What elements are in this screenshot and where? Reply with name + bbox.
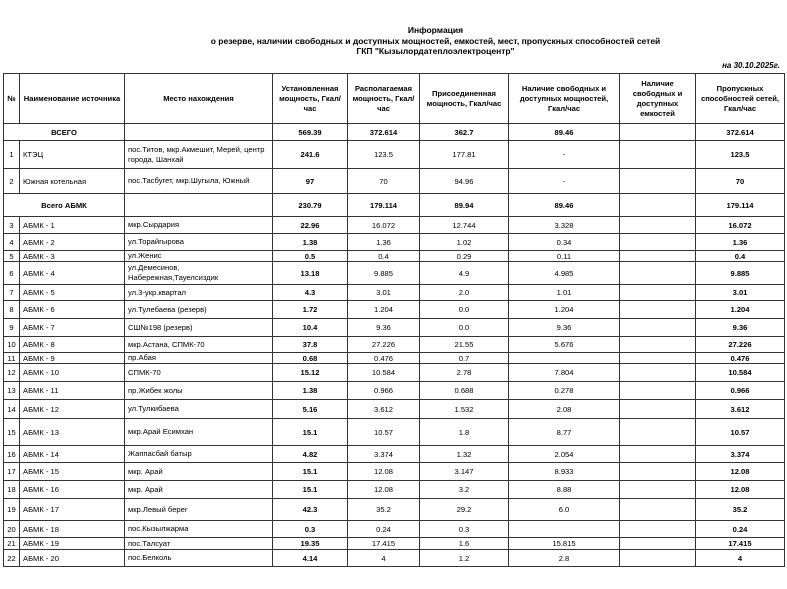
table-row (4, 419, 785, 446)
table-row (4, 337, 785, 353)
cell-installed: 0.3 (273, 521, 348, 538)
source-name: АБМК - 20 (20, 550, 125, 567)
cell-capacity (620, 262, 696, 285)
table-row (4, 481, 785, 499)
row-number: 2 (4, 169, 20, 194)
cell-free: 8.88 (509, 481, 620, 499)
cell-installed: 10.4 (273, 319, 348, 337)
cell-installed: 1.72 (273, 301, 348, 319)
cell-free: - (509, 141, 620, 169)
location: пос.Кызылжарма (125, 521, 273, 538)
cell-capacity (620, 217, 696, 234)
source-name: АБМК - 16 (20, 481, 125, 499)
location: ул.Женис (125, 251, 273, 262)
cell-free: 9.36 (509, 319, 620, 337)
cell-capacity (620, 234, 696, 251)
cell-throughput: 1.204 (696, 301, 785, 319)
location: СПМК-70 (125, 364, 273, 382)
col-header-location: Место нахождения (125, 74, 273, 124)
cell-available: 16.072 (348, 217, 420, 234)
cell-connected: 1.02 (420, 234, 509, 251)
cell-installed: 19.35 (273, 538, 348, 550)
cell-throughput: 0.4 (696, 251, 785, 262)
source-name: АБМК - 18 (20, 521, 125, 538)
location: мкр.Астана, СПМК-70 (125, 337, 273, 353)
source-name: АБМК - 15 (20, 463, 125, 481)
total-available: 372.614 (348, 124, 420, 141)
row-number: 9 (4, 319, 20, 337)
source-name: АБМК - 1 (20, 217, 125, 234)
total-location (125, 124, 273, 141)
row-number: 12 (4, 364, 20, 382)
cell-throughput: 35.2 (696, 499, 785, 521)
location: мкр.Левый берег (125, 499, 273, 521)
cell-available: 0.4 (348, 251, 420, 262)
col-header-free: Наличие свободных и доступных мощностей, Гкал/час (509, 74, 620, 124)
cell-capacity (620, 463, 696, 481)
cell-throughput: 4 (696, 550, 785, 567)
source-name: АБМК - 14 (20, 446, 125, 463)
location: ул.3-укр.квартал (125, 285, 273, 301)
col-header-capacity: Наличие свободных и доступных емкостей (620, 74, 696, 124)
cell-installed: 1.38 (273, 382, 348, 400)
cell-throughput: 9.36 (696, 319, 785, 337)
cell-capacity (620, 446, 696, 463)
report-date: на 30.10.2025г. (722, 61, 780, 70)
cell-capacity (620, 141, 696, 169)
cell-free: - (509, 169, 620, 194)
cell-available: 123.5 (348, 141, 420, 169)
cell-installed: 1.38 (273, 234, 348, 251)
source-name: АБМК - 6 (20, 301, 125, 319)
subtotal-location (125, 194, 273, 217)
cell-available: 3.01 (348, 285, 420, 301)
cell-installed: 13.18 (273, 262, 348, 285)
source-name: АБМК - 7 (20, 319, 125, 337)
cell-throughput: 10.57 (696, 419, 785, 446)
table-row (4, 234, 785, 251)
cell-free: 2.054 (509, 446, 620, 463)
cell-available: 1.36 (348, 234, 420, 251)
cell-connected: 2.0 (420, 285, 509, 301)
total-row (4, 124, 785, 141)
cell-capacity (620, 285, 696, 301)
location: ул.Торайгырова (125, 234, 273, 251)
cell-connected: 94.96 (420, 169, 509, 194)
row-number: 7 (4, 285, 20, 301)
cell-capacity (620, 337, 696, 353)
table-row (4, 301, 785, 319)
row-number: 8 (4, 301, 20, 319)
cell-capacity (620, 301, 696, 319)
row-number: 6 (4, 262, 20, 285)
source-name: АБМК - 8 (20, 337, 125, 353)
cell-free: 5.676 (509, 337, 620, 353)
cell-available: 0.24 (348, 521, 420, 538)
cell-throughput: 3.374 (696, 446, 785, 463)
row-number: 11 (4, 353, 20, 364)
cell-free: 2.8 (509, 550, 620, 567)
table-row (4, 463, 785, 481)
row-number: 3 (4, 217, 20, 234)
cell-available: 1.204 (348, 301, 420, 319)
total-connected: 362.7 (420, 124, 509, 141)
cell-throughput: 16.072 (696, 217, 785, 234)
location: ул.Тулкибаева (125, 400, 273, 419)
source-name: АБМК - 17 (20, 499, 125, 521)
table-header-row (4, 74, 785, 124)
cell-free: 0.11 (509, 251, 620, 262)
total-capacity (620, 124, 696, 141)
cell-free: 8.77 (509, 419, 620, 446)
cell-free: 1.01 (509, 285, 620, 301)
cell-installed: 15.12 (273, 364, 348, 382)
cell-connected: 1.32 (420, 446, 509, 463)
cell-installed: 42.3 (273, 499, 348, 521)
row-number: 15 (4, 419, 20, 446)
table-row (4, 538, 785, 550)
row-number: 17 (4, 463, 20, 481)
cell-free: 8.933 (509, 463, 620, 481)
table-row (4, 319, 785, 337)
row-number: 21 (4, 538, 20, 550)
cell-connected: 2.78 (420, 364, 509, 382)
cell-throughput: 3.612 (696, 400, 785, 419)
location: мкр.Арай Есимхан (125, 419, 273, 446)
row-number: 13 (4, 382, 20, 400)
cell-installed: 4.82 (273, 446, 348, 463)
cell-free: 3.328 (509, 217, 620, 234)
cell-free: 7.804 (509, 364, 620, 382)
cell-capacity (620, 251, 696, 262)
cell-installed: 15.1 (273, 419, 348, 446)
col-header-available: Располагаемая мощность, Гкал/час (348, 74, 420, 124)
table-row (4, 499, 785, 521)
document-subtitle: о резерве, наличии свободных и доступных мощностей, емкостей, мест, пропускных способностей сетей (210, 36, 661, 46)
cell-available: 3.374 (348, 446, 420, 463)
cell-capacity (620, 481, 696, 499)
table-row (4, 217, 785, 234)
cell-connected: 0.0 (420, 319, 509, 337)
cell-free (509, 521, 620, 538)
cell-available: 10.57 (348, 419, 420, 446)
cell-connected: 0.0 (420, 301, 509, 319)
table-row (4, 141, 785, 169)
cell-connected: 0.688 (420, 382, 509, 400)
cell-connected: 3.2 (420, 481, 509, 499)
source-name: АБМК - 11 (20, 382, 125, 400)
cell-throughput: 3.01 (696, 285, 785, 301)
cell-capacity (620, 550, 696, 567)
subtotal-free: 89.46 (509, 194, 620, 217)
cell-installed: 241.6 (273, 141, 348, 169)
location: Жаппасбай батыр (125, 446, 273, 463)
source-name: АБМК - 10 (20, 364, 125, 382)
cell-installed: 15.1 (273, 463, 348, 481)
row-number: 16 (4, 446, 20, 463)
table-row (4, 262, 785, 285)
cell-throughput: 123.5 (696, 141, 785, 169)
cell-installed: 5.16 (273, 400, 348, 419)
cell-capacity (620, 499, 696, 521)
cell-capacity (620, 382, 696, 400)
cell-available: 17.415 (348, 538, 420, 550)
cell-installed: 97 (273, 169, 348, 194)
col-header-throughput: Пропускных способностей сетей, Гкал/час (696, 74, 785, 124)
cell-installed: 0.68 (273, 353, 348, 364)
cell-installed: 4.3 (273, 285, 348, 301)
cell-capacity (620, 319, 696, 337)
subtotal-abmk-row (4, 194, 785, 217)
source-name: АБМК - 2 (20, 234, 125, 251)
cell-available: 9.885 (348, 262, 420, 285)
total-installed: 569.39 (273, 124, 348, 141)
row-number: 18 (4, 481, 20, 499)
cell-connected: 21.55 (420, 337, 509, 353)
cell-available: 0.476 (348, 353, 420, 364)
cell-capacity (620, 419, 696, 446)
cell-throughput: 0.24 (696, 521, 785, 538)
location: мкр. Арай (125, 463, 273, 481)
cell-capacity (620, 538, 696, 550)
cell-free: 1.204 (509, 301, 620, 319)
cell-available: 35.2 (348, 499, 420, 521)
cell-connected: 0.7 (420, 353, 509, 364)
location: пос.Титов, мкр.Акмешит, Мерей, центр города, Шанхай (125, 141, 273, 169)
table-row (4, 169, 785, 194)
col-header-source-name: Наименование источника (20, 74, 125, 124)
cell-available: 4 (348, 550, 420, 567)
cell-free: 4.985 (509, 262, 620, 285)
row-number: 4 (4, 234, 20, 251)
table-row (4, 446, 785, 463)
table-row (4, 251, 785, 262)
source-name: АБМК - 19 (20, 538, 125, 550)
cell-connected: 1.532 (420, 400, 509, 419)
subtotal-throughput: 179.114 (696, 194, 785, 217)
cell-connected: 4.9 (420, 262, 509, 285)
row-number: 10 (4, 337, 20, 353)
location: пос.Тасбугет, мкр.Шугыла, Южный (125, 169, 273, 194)
table-row (4, 285, 785, 301)
cell-capacity (620, 364, 696, 382)
source-name: АБМК - 5 (20, 285, 125, 301)
cell-throughput: 0.966 (696, 382, 785, 400)
cell-connected: 3.147 (420, 463, 509, 481)
cell-available: 3.612 (348, 400, 420, 419)
col-header-connected: Присоединенная мощность, Гкал/час (420, 74, 509, 124)
source-name: Южная котельная (20, 169, 125, 194)
subtotal-installed: 230.79 (273, 194, 348, 217)
row-number: 20 (4, 521, 20, 538)
cell-installed: 15.1 (273, 481, 348, 499)
cell-capacity (620, 169, 696, 194)
cell-connected: 12.744 (420, 217, 509, 234)
cell-connected: 0.29 (420, 251, 509, 262)
cell-available: 70 (348, 169, 420, 194)
location: мкр. Арай (125, 481, 273, 499)
cell-connected: 177.81 (420, 141, 509, 169)
cell-connected: 0.3 (420, 521, 509, 538)
cell-connected: 1.2 (420, 550, 509, 567)
cell-connected: 29.2 (420, 499, 509, 521)
cell-throughput: 12.08 (696, 463, 785, 481)
cell-connected: 1.8 (420, 419, 509, 446)
subtotal-available: 179.114 (348, 194, 420, 217)
row-number: 5 (4, 251, 20, 262)
location: ул.Демесинов, Набережная,Тауелсиздик (125, 262, 273, 285)
table-row (4, 521, 785, 538)
cell-connected: 1.6 (420, 538, 509, 550)
table-row (4, 400, 785, 419)
cell-free (509, 353, 620, 364)
cell-available: 27.226 (348, 337, 420, 353)
location: пос.Белколь (125, 550, 273, 567)
total-throughput: 372.614 (696, 124, 785, 141)
cell-free: 2.08 (509, 400, 620, 419)
table-row (4, 364, 785, 382)
table-row (4, 550, 785, 567)
cell-throughput: 27.226 (696, 337, 785, 353)
location: пр.Жибек жолы (125, 382, 273, 400)
location: СШ№198 (резерв) (125, 319, 273, 337)
document-title: Информация (407, 25, 464, 35)
subtotal-connected: 89.94 (420, 194, 509, 217)
location: мкр.Сырдария (125, 217, 273, 234)
capacity-table (3, 73, 785, 567)
total-free: 89.46 (509, 124, 620, 141)
organization-name: ГКП "Кызылордатеплоэлектроцентр" (356, 46, 515, 56)
cell-free: 0.278 (509, 382, 620, 400)
cell-throughput: 0.476 (696, 353, 785, 364)
source-name: КТЭЦ (20, 141, 125, 169)
cell-installed: 22.96 (273, 217, 348, 234)
subtotal-capacity (620, 194, 696, 217)
cell-available: 9.36 (348, 319, 420, 337)
cell-available: 10.584 (348, 364, 420, 382)
location: ул.Тулебаева (резерв) (125, 301, 273, 319)
cell-throughput: 9.885 (696, 262, 785, 285)
source-name: АБМК - 9 (20, 353, 125, 364)
cell-available: 0.966 (348, 382, 420, 400)
source-name: АБМК - 13 (20, 419, 125, 446)
cell-throughput: 10.584 (696, 364, 785, 382)
cell-throughput: 17.415 (696, 538, 785, 550)
cell-installed: 4.14 (273, 550, 348, 567)
total-label: ВСЕГО (4, 124, 125, 141)
cell-available: 12.08 (348, 463, 420, 481)
source-name: АБМК - 12 (20, 400, 125, 419)
cell-throughput: 1.36 (696, 234, 785, 251)
row-number: 22 (4, 550, 20, 567)
location: пос.Талсуат (125, 538, 273, 550)
row-number: 1 (4, 141, 20, 169)
source-name: АБМК - 3 (20, 251, 125, 262)
row-number: 19 (4, 499, 20, 521)
cell-capacity (620, 521, 696, 538)
cell-installed: 37.8 (273, 337, 348, 353)
cell-available: 12.08 (348, 481, 420, 499)
cell-capacity (620, 400, 696, 419)
cell-free: 15.815 (509, 538, 620, 550)
source-name: АБМК - 4 (20, 262, 125, 285)
location: пр.Абая (125, 353, 273, 364)
cell-capacity (620, 353, 696, 364)
cell-installed: 0.5 (273, 251, 348, 262)
subtotal-label: Всего АБМК (4, 194, 125, 217)
cell-free: 0.34 (509, 234, 620, 251)
cell-throughput: 70 (696, 169, 785, 194)
col-header-number: № (4, 74, 20, 124)
cell-free: 6.0 (509, 499, 620, 521)
row-number: 14 (4, 400, 20, 419)
cell-throughput: 12.08 (696, 481, 785, 499)
col-header-installed: Установленная мощность, Гкал/час (273, 74, 348, 124)
table-row (4, 353, 785, 364)
table-row (4, 382, 785, 400)
